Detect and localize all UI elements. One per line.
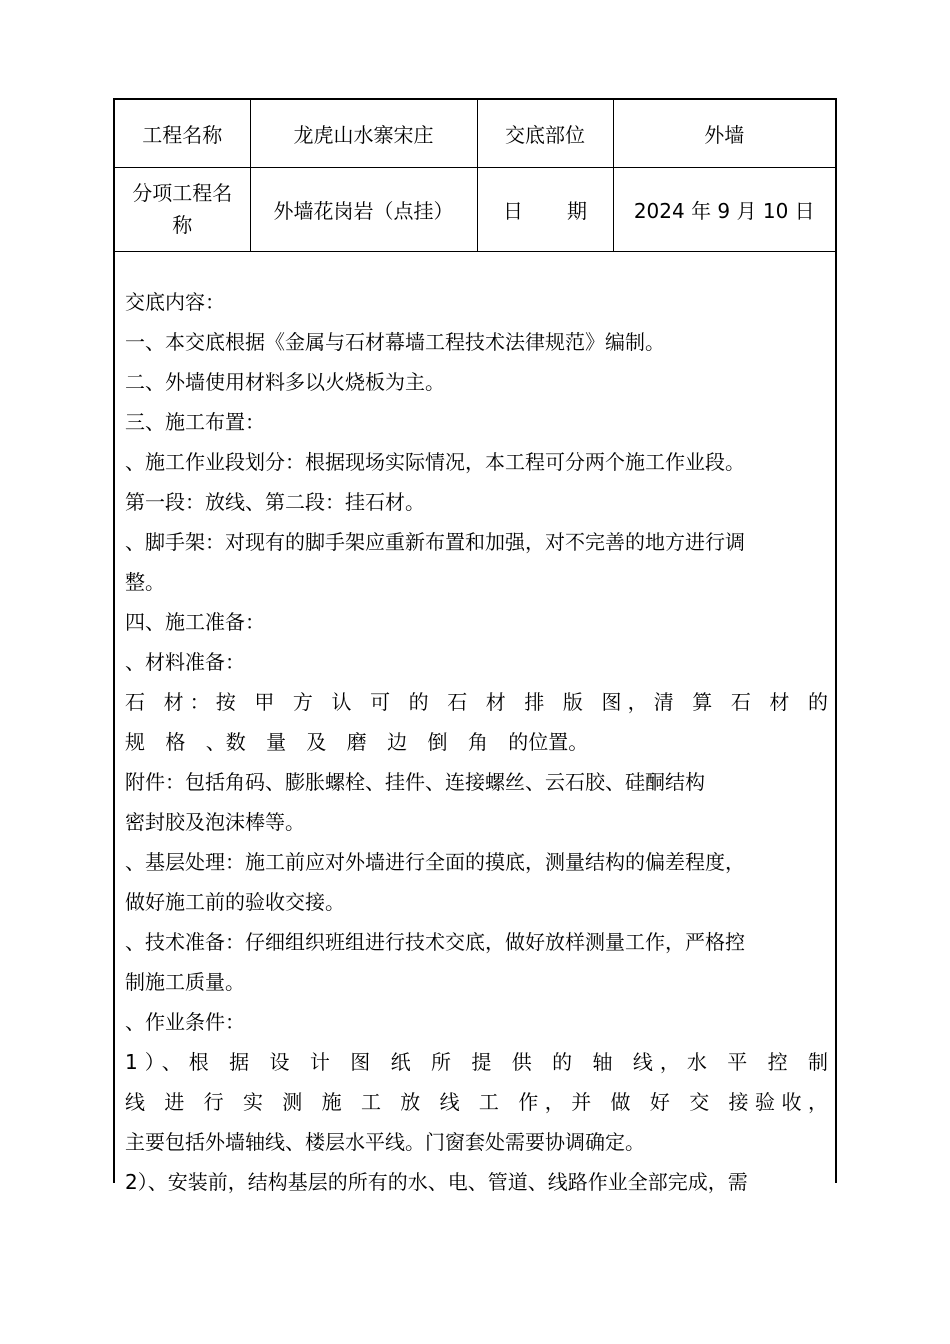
content-line: 一、本交底根据《金属与石材幕墙工程技术法律规范》编制。 [125,330,665,354]
position-value: 外墙 [613,100,835,167]
content-line: 附件：包括角码、膨胀螺栓、挂件、连接螺丝、云石胶、硅酮结构 [125,770,705,794]
content-line: 制施工质量。 [125,970,245,994]
date-label [477,167,613,251]
position-label: 交底部位 [477,100,613,167]
content-line: 整。 [125,570,165,594]
content-line: 线 进 行 实 测 施 工 放 线 工 作，并 做 好 交 接验收， [125,1090,828,1114]
content-line: 石 材：按 甲 方 认 可 的 石 材 排 版 图，清 算 石 材 的 [125,690,828,714]
header-table [115,100,835,252]
content-line: 1）、根 据 设 计 图 纸 所 提 供 的 轴 线，水 平 控 制 [125,1050,828,1074]
content-line: 主要包括外墙轴线、楼层水平线。门窗套处需要协调确定。 [125,1130,645,1154]
disclosure-form [113,98,837,1194]
content-line: 、基层处理：施工前应对外墙进行全面的摸底，测量结构的偏差程度， [125,850,745,874]
content-line: 第一段：放线、第二段：挂石材。 [125,490,425,514]
project-name-label: 工程名称 [115,100,250,167]
project-name-value: 龙虎山水寨宋庄 [250,100,477,167]
header-row-2 [115,167,835,251]
content-line: 三、施工布置： [125,410,265,434]
sub-project-label-line2: 称 [172,213,193,237]
content-line: 、作业条件： [125,1010,245,1034]
sub-project-label-line1: 分项工程名 [132,181,233,205]
sub-project-label [115,167,250,251]
content-line: 做好施工前的验收交接。 [125,890,345,914]
content-line: 交底内容： [125,290,225,314]
content-line: 二、外墙使用材料多以火烧板为主。 [125,370,445,394]
sub-project-value: 外墙花岗岩（点挂） [250,167,477,251]
content-line: 、材料准备： [125,650,245,674]
content-line: 2）、安装前，结构基层的所有的水、电、管道、线路作业全部完成，需 [125,1170,748,1194]
header-row-1 [115,100,835,167]
date-value: 2024 年 9 月 10 日 [613,167,835,251]
disclosure-content [125,282,828,1202]
content-line: 、脚手架：对现有的脚手架应重新布置和加强，对不完善的地方进行调 [125,530,745,554]
content-line: 四、施工准备： [125,610,265,634]
content-line: 规 格 、数 量 及 磨 边 倒 角 的位置。 [125,730,589,754]
content-line: 密封胶及泡沫棒等。 [125,810,305,834]
content-line: 、技术准备：仔细组织班组进行技术交底，做好放样测量工作，严格控 [125,930,745,954]
content-line: 、施工作业段划分：根据现场实际情况，本工程可分两个施工作业段。 [125,450,745,474]
date-label-b: 期 [567,198,587,223]
date-label-a: 日 [503,198,523,223]
